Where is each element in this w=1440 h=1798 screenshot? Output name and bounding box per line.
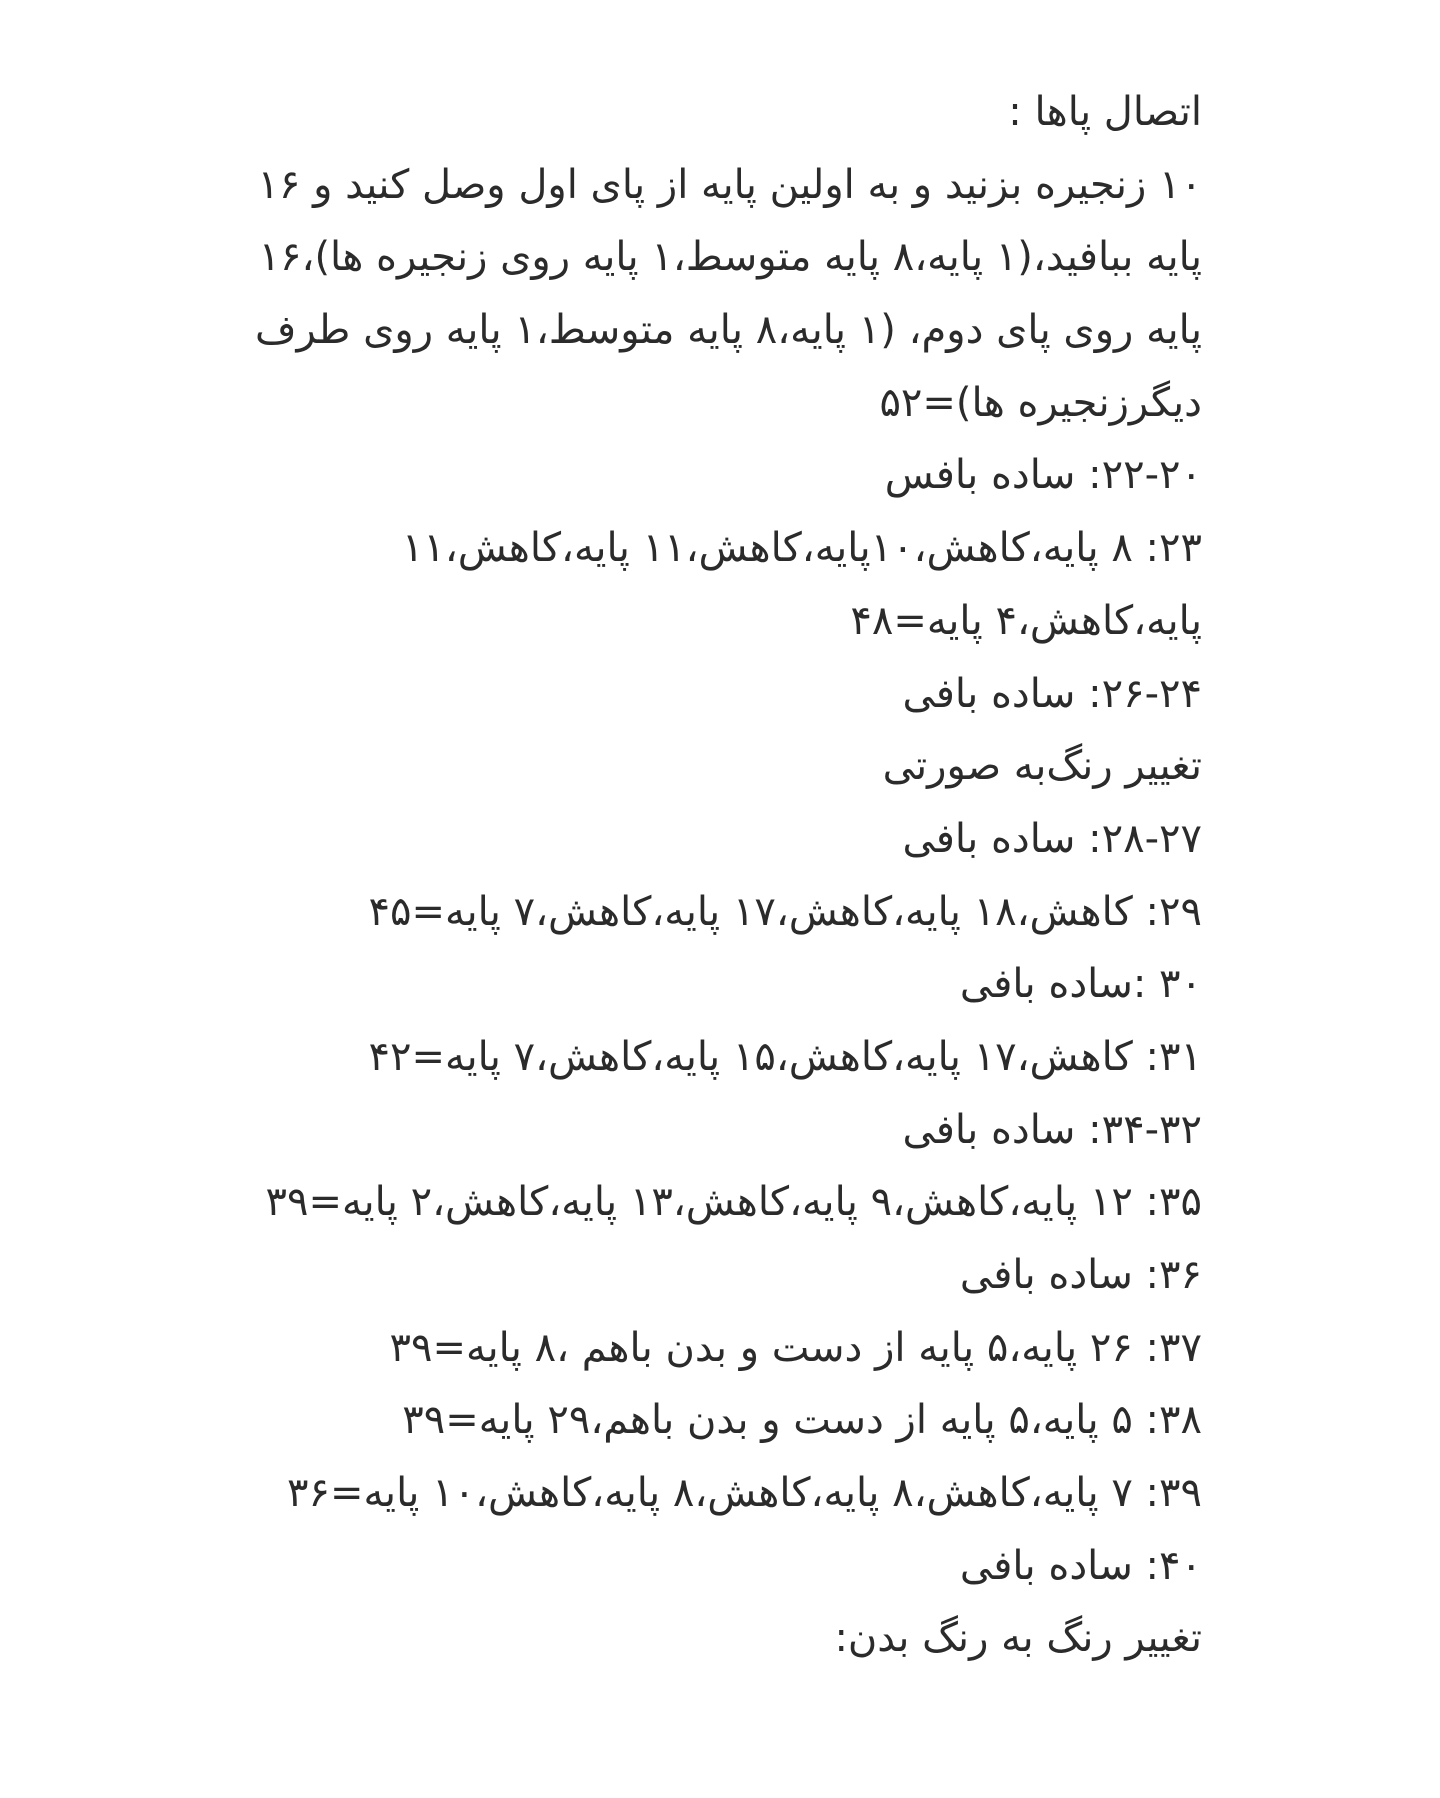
note-line: ۴۰: ساده بافی	[959, 1542, 1202, 1589]
note-line: ۳۸: ۵ پایه،۵ پایه از دست و بدن باهم،۲۹ پایه=۳۹	[402, 1397, 1202, 1444]
note-line: ۳۴-۳۲: ساده بافی	[902, 1106, 1202, 1153]
note-line: پایه ببافید،(۱ پایه،۸ پایه متوسط،۱ پایه روی زنجیره ها)،۱۶	[258, 234, 1202, 281]
note-line: ۳۶: ساده بافی	[959, 1252, 1202, 1298]
note-line: ۱۰ زنجیره بزنید و به اولین پایه از پای اول وصل کنید و ۱۶	[257, 161, 1202, 208]
note-line: پایه روی پای دوم، (۱ پایه،۸ پایه متوسط،۱ پایه روی طرف	[255, 307, 1202, 354]
note-line: ۳۱: کاهش،۱۷ پایه،کاهش،۱۵ پایه،کاهش،۷ پایه=۴۲	[368, 1033, 1202, 1080]
note-line: ۲۸-۲۷: ساده بافی	[902, 815, 1202, 862]
note-line: ۳۵: ۱۲ پایه،کاهش،۹ پایه،کاهش،۱۳ پایه،کاهش،۲ پایه=۳۹	[265, 1179, 1202, 1226]
note-line: ۲۳: ۸ پایه،کاهش،۱۰پایه،کاهش،۱۱ پایه،کاهش،۱۱	[401, 525, 1202, 572]
note-line: ۲۶-۲۴: ساده بافی	[902, 670, 1202, 717]
note-line: ۲۲-۲۰: ساده بافس	[884, 452, 1202, 499]
note-line: ۳۰ :ساده بافی	[959, 961, 1202, 1008]
note-line: ۳۷: ۲۶ پایه،۵ پایه از دست و بدن باهم ،۸ پایه=۳۹	[389, 1324, 1202, 1371]
note-body	[252, 89, 1202, 1691]
note-line: ۲۹: کاهش،۱۸ پایه،کاهش،۱۷ پایه،کاهش،۷ پایه=۴۵	[368, 888, 1202, 935]
note-line-heading: اتصال پاها :	[1008, 89, 1202, 135]
note-line: تغییر رنگ به رنگ بدن:	[834, 1615, 1202, 1662]
note-line: ۳۹: ۷ پایه،کاهش،۸ پایه،کاهش،۸ پایه،کاهش،۱۰ پایه=۳۶	[287, 1470, 1202, 1517]
note-line: دیگرزنجیره ها)=۵۲	[879, 379, 1202, 426]
note-line: پایه،کاهش،۴ پایه=۴۸	[850, 597, 1202, 644]
note-line: تغییر رنگ‌به صورتی	[882, 743, 1202, 790]
